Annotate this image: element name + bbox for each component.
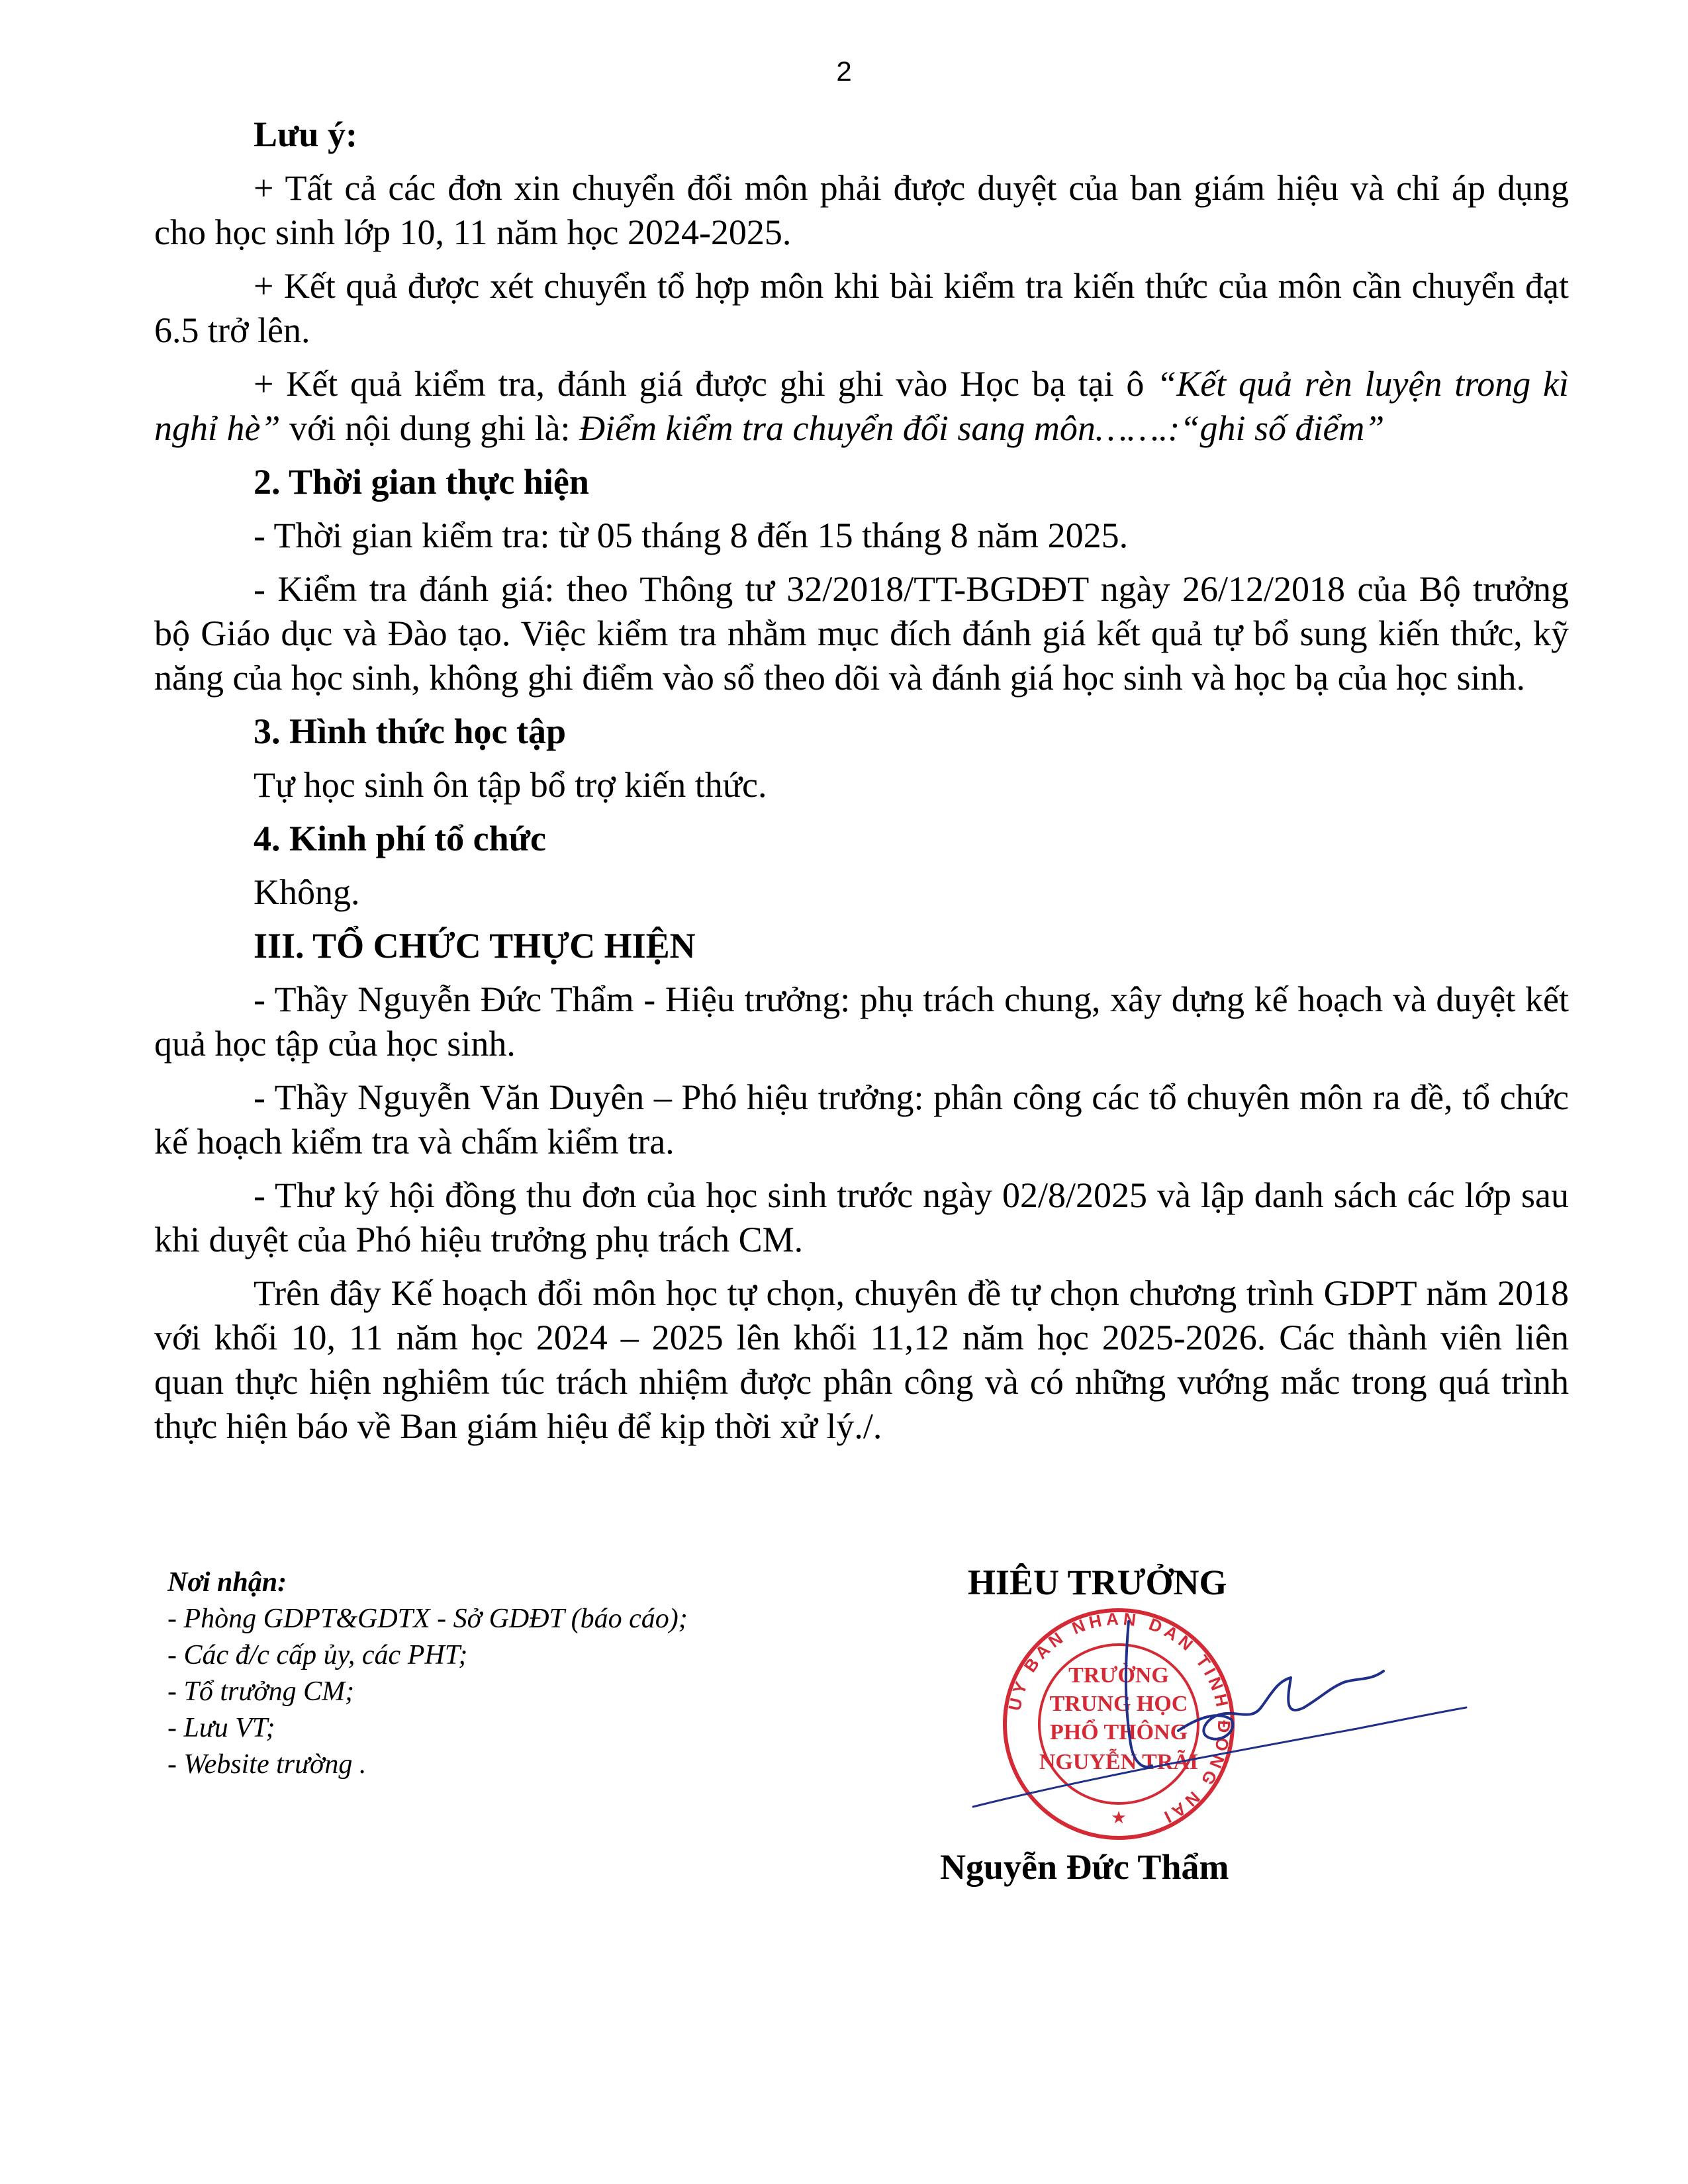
- section-2-heading: 2. Thời gian thực hiện: [254, 462, 589, 502]
- recipient-item: - Các đ/c cấp ủy, các PHT;: [167, 1640, 468, 1670]
- recipients-heading: Nơi nhận:: [167, 1567, 287, 1598]
- seal-ring-text: ỦY BAN NHÂN DÂN TỈNH ĐỒNG NAI: [1004, 1608, 1235, 1829]
- seal-stamp: [1004, 1609, 1234, 1838]
- section-2-line-1: - Thời gian kiểm tra: từ 05 tháng 8 đến 15 tháng 8 năm 2025.: [254, 516, 1129, 555]
- document-body: [154, 113, 1569, 1458]
- section-iii-item-2: - Thầy Nguyễn Văn Duyên – Phó hiệu trưởng: phân công các tổ chuyên môn ra đề, tổ chức kế hoạch kiểm tra và chấm kiểm tra.: [154, 1077, 1569, 1161]
- note-item-3-content: Điểm kiểm tra chuyển đổi sang môn…….:“ghi số điểm”: [579, 408, 1385, 448]
- section-4-text: Không.: [254, 872, 360, 912]
- note-item-3-part-c: với nội dung ghi là:: [280, 408, 580, 448]
- note-item-3: [154, 362, 1569, 451]
- section-3-text: Tự học sinh ôn tập bổ trợ kiến thức.: [254, 765, 767, 805]
- seal-star-icon: ★: [1111, 1808, 1127, 1828]
- recipient-item: - Website trường .: [167, 1749, 367, 1780]
- note-item-3-quote: “Kết quả rèn luyện trong kì nghỉ hè”: [154, 364, 1569, 448]
- section-iii-heading: III. TỔ CHỨC THỰC HIỆN: [254, 926, 696, 966]
- seal-line: TRUNG HỌC: [1049, 1692, 1188, 1716]
- recipient-item: - Phòng GDPT&GDTX - Sở GDĐT (báo cáo);: [167, 1604, 688, 1634]
- note-item-2: + Kết quả được xét chuyển tổ hợp môn khi bài kiểm tra kiến thức của môn cần chuyển đạt 6.5 trở lên.: [154, 266, 1569, 350]
- official-seal-and-signature: [960, 1602, 1476, 1840]
- signer-name: Nguyễn Đức Thẩm: [940, 1847, 1229, 1887]
- recipient-item: - Tổ trưởng CM;: [167, 1676, 355, 1707]
- note-item-1: + Tất cả các đơn xin chuyển đổi môn phải được duyệt của ban giám hiệu và chỉ áp dụng cho học sinh lớp 10, 11 năm học 2024-2025.: [154, 168, 1569, 252]
- seal-line: NGUYỄN TRÃI: [1039, 1750, 1199, 1774]
- note-item-3-part-a: + Kết quả kiểm tra, đánh giá được ghi ghi vào Học bạ tại ô: [254, 364, 1157, 404]
- section-3-heading: 3. Hình thức học tập: [254, 711, 566, 751]
- page-number: 2: [836, 56, 852, 87]
- seal-line: PHỔ THÔNG: [1049, 1720, 1188, 1745]
- recipients-block: [167, 1565, 896, 1783]
- note-heading: Lưu ý:: [254, 114, 357, 154]
- section-2-line-2: - Kiểm tra đánh giá: theo Thông tư 32/2018/TT-BGDĐT ngày 26/12/2018 của Bộ trưởng bộ Giáo dục và Đào tạo. Việc kiểm tra nhằm mục đích đánh giá kết quả tự bổ sung kiến thức, kỹ năng của học sinh, không ghi điểm vào sổ theo dõi và đánh giá học sinh và học bạ của học sinh.: [154, 569, 1569, 698]
- section-iii-item-1: - Thầy Nguyễn Đức Thẩm - Hiệu trưởng: phụ trách chung, xây dựng kế hoạch và duyệt kết quả học tập của học sinh.: [154, 979, 1569, 1064]
- signer-title: HIÊU TRƯỞNG: [968, 1563, 1227, 1602]
- recipient-item: - Lưu VT;: [167, 1713, 275, 1743]
- seal-line: TRƯỜNG: [1068, 1663, 1169, 1688]
- closing-paragraph: Trên đây Kế hoạch đổi môn học tự chọn, chuyên đề tự chọn chương trình GDPT năm 2018 với khối 10, 11 năm học 2024 – 2025 lên khối 11,12 năm học 2025-2026. Các thành viên liên quan thực hiện nghiêm túc trách nhiệm được phân công và có những vướng mắc trong quá trình thực hiện báo về Ban giám hiệu để kịp thời xử lý./.: [154, 1273, 1569, 1446]
- section-iii-item-3: - Thư ký hội đồng thu đơn của học sinh trước ngày 02/8/2025 và lập danh sách các lớp sau khi duyệt của Phó hiệu trưởng phụ trách CM.: [154, 1175, 1569, 1259]
- section-4-heading: 4. Kinh phí tổ chức: [254, 819, 546, 858]
